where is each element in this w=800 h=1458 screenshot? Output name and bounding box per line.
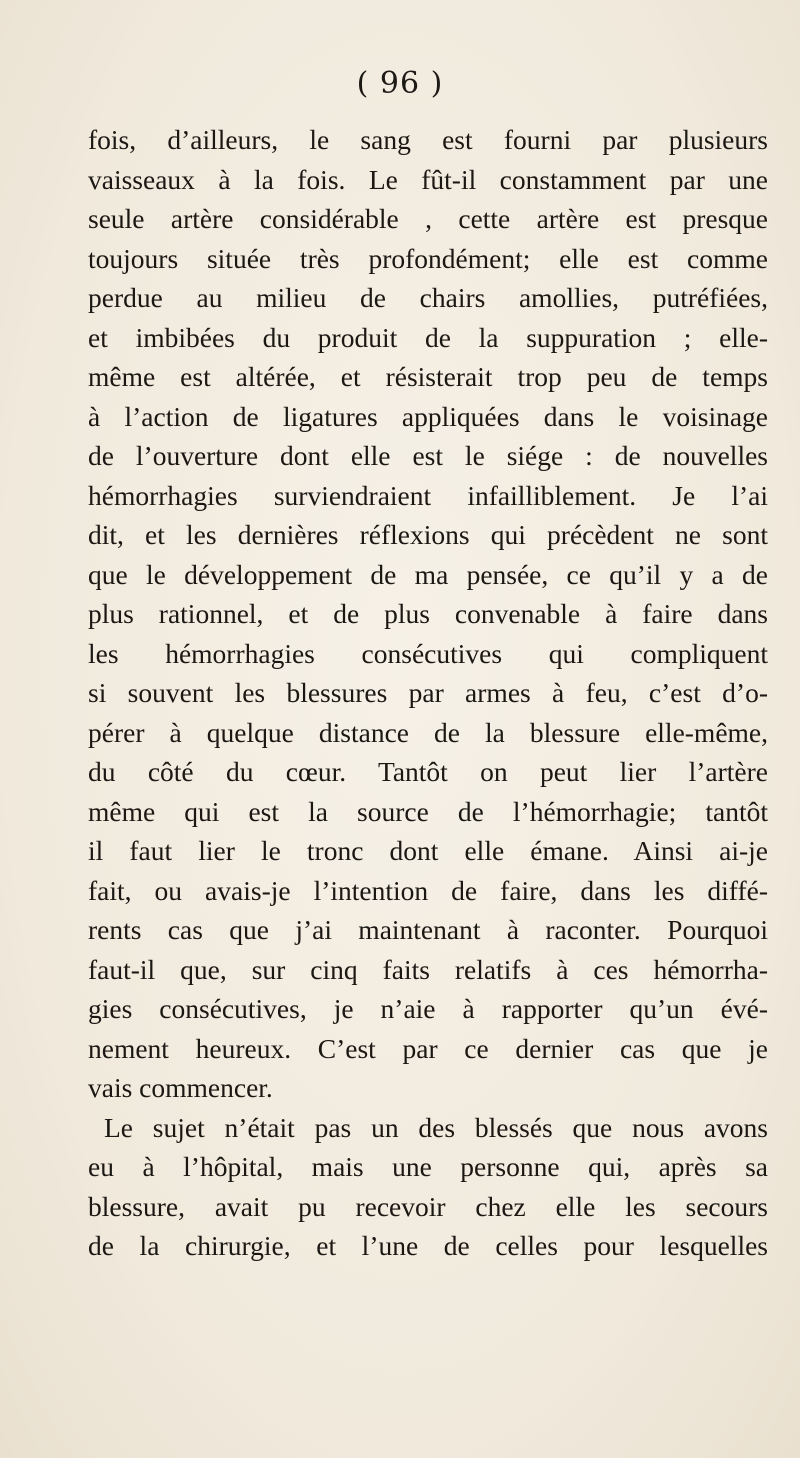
text-line: perdue au milieu de chairs amollies, putréfiées, (88, 282, 768, 313)
text-line: toujours située très profondément; elle est comme (88, 242, 768, 274)
text-line: blessure, avait pu recevoir chez elle les secours (88, 1190, 768, 1222)
text-line: vaisseaux à la fois. Le fût-il constamment par une (88, 163, 768, 195)
text-line: fois, d’ailleurs, le sang est fourni par plusieurs (88, 124, 768, 155)
text-line: plus rationnel, et de plus convenable à faire dans (88, 598, 768, 629)
text-line: même qui est la source de l’hémorrhagie; tantôt (88, 795, 768, 827)
text-line: fait, ou avais-je l’intention de faire, dans les diffé- (88, 874, 768, 906)
text-line: rents cas que j’ai maintenant à raconter. Pourquoi (88, 914, 768, 945)
body-text (88, 120, 768, 1266)
page-number: ( 96 ) (356, 66, 444, 101)
text-line: et imbibées du produit de la suppuration ; elle- (88, 321, 768, 353)
text-line: à l’action de ligatures appliquées dans le voisinage (88, 400, 768, 432)
text-line: pérer à quelque distance de la blessure elle-même, (88, 716, 768, 748)
text-line: que le développement de ma pensée, ce qu’il y a de (88, 558, 768, 590)
text-line: de la chirurgie, et l’une de celles pour lesquelles (88, 1230, 768, 1261)
paragraph-start-line: Le sujet n’était pas un des blessés que nous avons (104, 1111, 768, 1143)
text-line: il faut lier le tronc dont elle émane. Ainsi ai-je (88, 835, 768, 866)
text-line: gies consécutives, je n’aie à rapporter qu’un évé- (88, 993, 768, 1024)
text-line: seule artère considérable , cette artère est presque (88, 203, 768, 234)
text-line: même est altérée, et résisterait trop peu de temps (88, 361, 768, 392)
text-line: hémorrhagies surviendraient infailliblement. Je l’ai (88, 479, 768, 511)
text-line: si souvent les blessures par armes à feu, c’est d’o- (88, 677, 768, 708)
text-line: du côté du cœur. Tantôt on peut lier l’artère (88, 756, 768, 787)
text-line: faut-il que, sur cinq faits relatifs à ces hémorrha- (88, 953, 768, 985)
text-line: de l’ouverture dont elle est le siége : de nouvelles (88, 440, 768, 471)
text-line: eu à l’hôpital, mais une personne qui, après sa (88, 1151, 768, 1182)
text-line: nement heureux. C’est par ce dernier cas que je (88, 1032, 768, 1064)
paragraph-end-line: vais commencer. (88, 1072, 273, 1103)
text-line: les hémorrhagies consécutives qui compliquent (88, 637, 768, 669)
text-line: dit, et les dernières réflexions qui précèdent ne sont (88, 519, 768, 550)
